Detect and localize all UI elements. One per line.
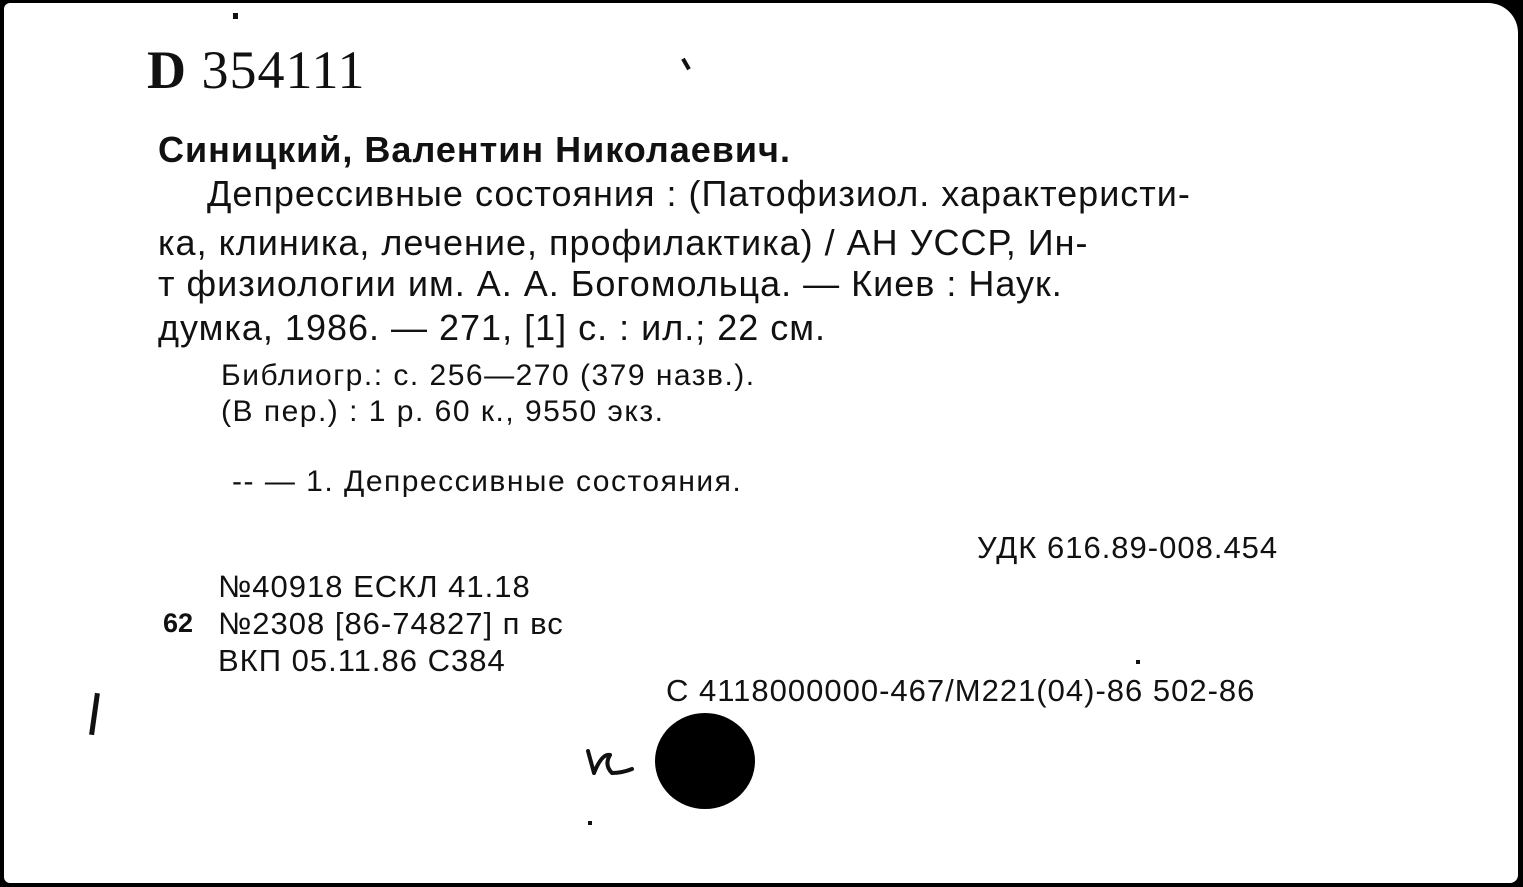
- bibliography-note: Библиогр.: с. 256—270 (379 назв.).: [221, 359, 756, 392]
- punch-hole-mark: [655, 713, 755, 809]
- pencil-stroke: [89, 693, 100, 735]
- scan-speck: [681, 58, 690, 70]
- series-code: С 4118000000-467/М221(04)-86 502-86: [666, 673, 1256, 708]
- description-line-1: Депрессивные состояния : (Патофизиол. характеристи-: [207, 173, 1191, 214]
- catalog-card: [4, 3, 1518, 883]
- registry-number: 62: [163, 608, 194, 638]
- description-line-2: ка, клиника, лечение, профилактика) / АН УССР, Ин-: [158, 222, 1089, 263]
- call-number-prefix: D: [147, 40, 187, 100]
- registry-line-3: ВКП 05.11.86 С384: [218, 643, 506, 678]
- price-note: (В пер.) : 1 р. 60 к., 9550 экз.: [221, 395, 665, 428]
- call-number-value: 354111: [201, 40, 366, 100]
- author-heading: Синицкий, Валентин Николаевич.: [158, 129, 791, 170]
- description-line-3: т физиологии им. А. А. Богомольца. — Киев : Наук.: [158, 263, 1063, 304]
- call-number: [147, 39, 366, 101]
- scan-speck: [588, 821, 592, 825]
- registry-line-2: №2308 [86-74827] п вс: [218, 606, 564, 641]
- subject-heading: -- — 1. Депрессивные состояния.: [232, 465, 743, 498]
- description-line-4: думка, 1986. — 271, [1] с. : ил.; 22 см.: [158, 307, 827, 348]
- handwritten-mark: [582, 743, 642, 783]
- scan-speck: [233, 13, 238, 19]
- udc-code: УДК 616.89-008.454: [977, 530, 1279, 565]
- scan-speck: [1136, 660, 1140, 664]
- registry-line-1: №40918 ЕСКЛ 41.18: [218, 569, 531, 604]
